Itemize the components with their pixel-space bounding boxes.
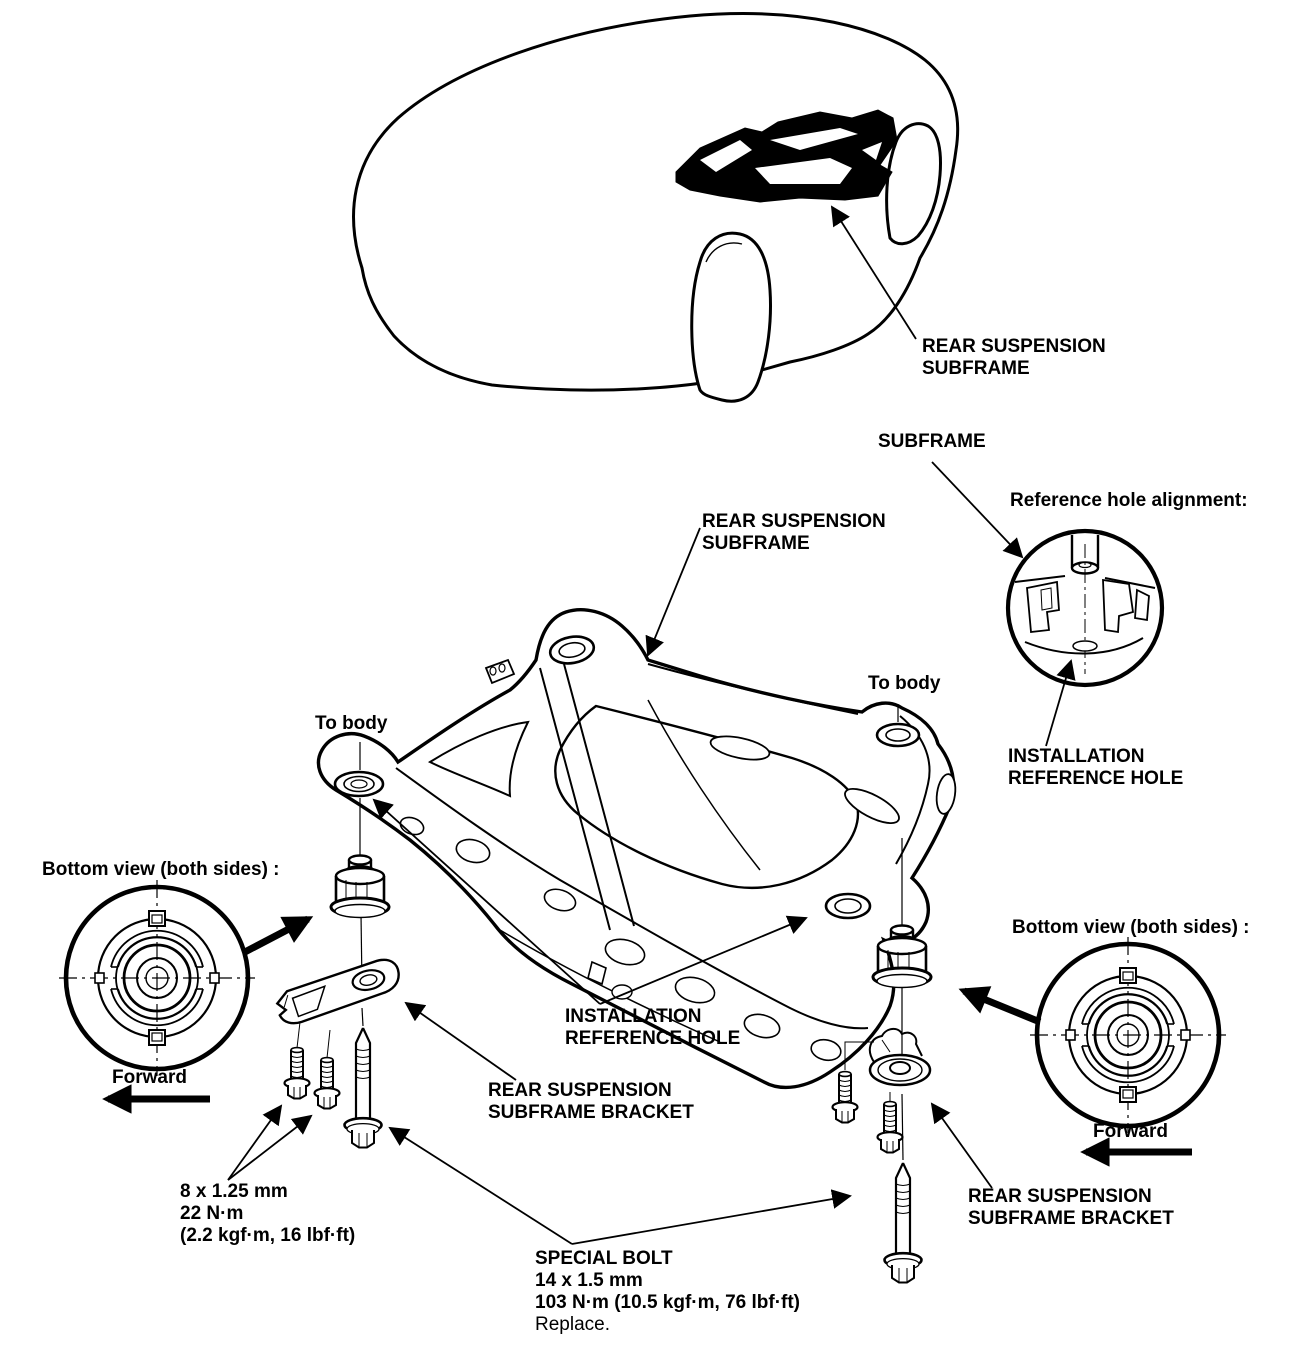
car-callout-label bbox=[922, 336, 1106, 380]
leader-bracket-center bbox=[406, 1003, 516, 1080]
arrow-left-inset-to-bushing bbox=[243, 919, 308, 953]
leader-special-bolt-right bbox=[572, 1196, 850, 1244]
bolt-small-right-2 bbox=[878, 1102, 903, 1153]
leader-subframe-label bbox=[932, 462, 1022, 557]
installation-reference-hole-right-label: INSTALLATION REFERENCE HOLE bbox=[1008, 746, 1184, 789]
bottom-view-inset-right bbox=[1030, 937, 1226, 1133]
bushing-left bbox=[331, 856, 389, 918]
special-bolt-left bbox=[345, 1028, 382, 1148]
forward-left-label: Forward bbox=[112, 1067, 187, 1088]
subframe-bracket-right-label: REAR SUSPENSION SUBFRAME BRACKET bbox=[968, 1186, 1174, 1229]
left-mount-hole bbox=[335, 772, 383, 796]
small-bolt-spec-label: 8 x 1.25 mm 22 N·m (2.2 kgf·m, 16 lbf·ft) bbox=[180, 1181, 356, 1246]
subframe-bracket-center-label: REAR SUSPENSION SUBFRAME BRACKET bbox=[488, 1080, 694, 1123]
bracket-right bbox=[870, 1029, 930, 1085]
bolt-small-left-2 bbox=[315, 1058, 340, 1109]
car-callout-line1: REAR SUSPENSION bbox=[922, 336, 1106, 357]
car-wheel-near bbox=[692, 233, 771, 401]
reference-hole-inset bbox=[1008, 531, 1162, 685]
bolt-small-right-1 bbox=[833, 1072, 858, 1123]
to-body-right-label: To body bbox=[868, 673, 941, 694]
leader-small-bolts-2 bbox=[228, 1116, 311, 1180]
car-callout-line2: SUBFRAME bbox=[922, 358, 1030, 379]
replace-note: Replace. bbox=[535, 1314, 610, 1335]
forward-right-label: Forward bbox=[1093, 1121, 1168, 1142]
special-bolt-spec-label: SPECIAL BOLT 14 x 1.5 mm 103 N·m (10.5 kgf·m, 76 lbf·ft) Replace. bbox=[535, 1248, 800, 1335]
reference-hole-alignment-label: Reference hole alignment: bbox=[1010, 490, 1248, 511]
bracket-left bbox=[273, 957, 405, 1026]
installation-reference-hole-right-rear bbox=[826, 894, 870, 918]
leader-mid-subframe bbox=[648, 528, 700, 655]
subframe-label: SUBFRAME bbox=[878, 431, 986, 452]
bolt-small-left-1 bbox=[285, 1048, 310, 1099]
arrow-right-inset-to-bushing bbox=[964, 991, 1040, 1022]
bottom-view-inset-left bbox=[59, 880, 255, 1076]
installation-reference-hole-center-label: INSTALLATION REFERENCE HOLE bbox=[565, 1006, 741, 1049]
special-bolt-right bbox=[885, 1163, 922, 1283]
car-body-outline bbox=[354, 14, 958, 391]
bottom-view-right-label: Bottom view (both sides) : bbox=[1012, 917, 1250, 938]
to-body-left-label: To body bbox=[315, 713, 388, 734]
car-illustration bbox=[354, 14, 958, 402]
bottom-view-left-label: Bottom view (both sides) : bbox=[42, 859, 280, 880]
leader-small-bolts-1 bbox=[228, 1106, 281, 1180]
mid-subframe-label: REAR SUSPENSION SUBFRAME bbox=[702, 511, 886, 554]
leader-bracket-right bbox=[932, 1104, 992, 1188]
leader-special-bolt-left bbox=[390, 1128, 572, 1244]
right-mount-hole bbox=[877, 724, 919, 746]
